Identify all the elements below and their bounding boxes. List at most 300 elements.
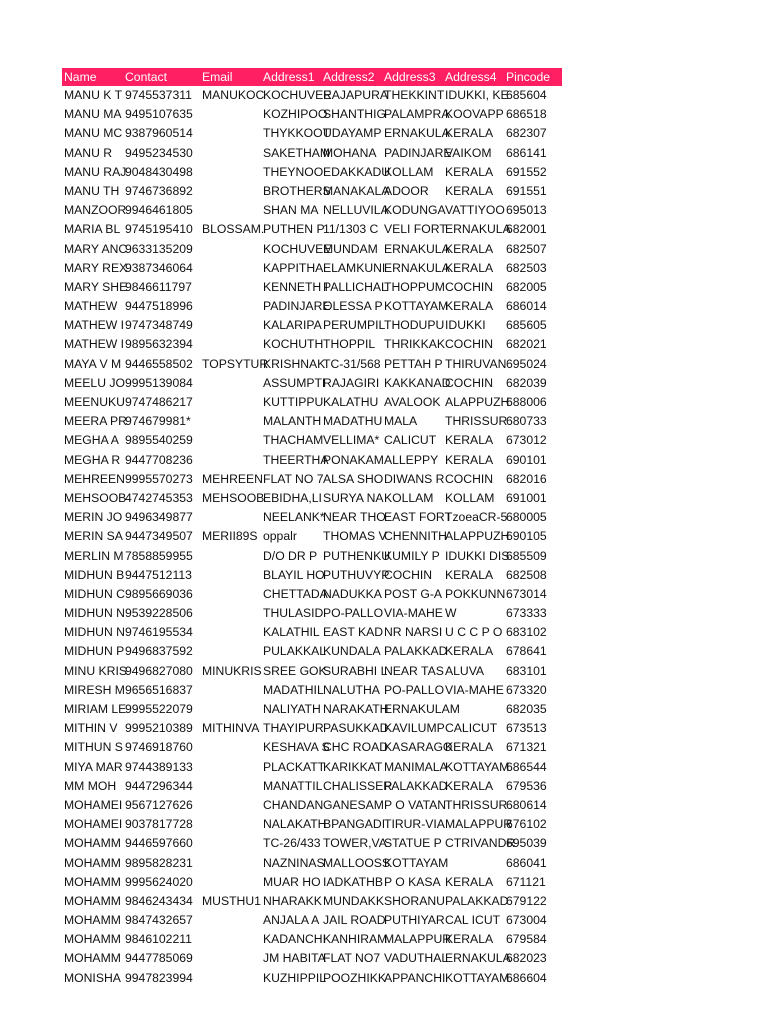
cell-address1[interactable]: KOCHUVEE <box>263 241 332 256</box>
cell-address3[interactable]: PALAMPRA <box>384 107 450 122</box>
cell-address3[interactable]: ALLEPPY <box>384 452 439 467</box>
cell-address3[interactable]: ADOOR <box>384 183 429 198</box>
cell-contact[interactable]: 9995210389 <box>125 721 193 736</box>
cell-address4[interactable]: THIRUVAN <box>445 356 507 371</box>
cell-name[interactable]: MIRESH M <box>64 682 125 697</box>
cell-address2[interactable]: MADATHU <box>323 414 383 429</box>
cell-address4[interactable]: KERALA <box>445 241 494 256</box>
cell-contact[interactable]: 9746195534 <box>125 625 193 640</box>
cell-address1[interactable]: THYKKOOT <box>263 126 331 141</box>
cell-address1[interactable]: JM HABITA <box>263 951 326 966</box>
cell-address2[interactable]: MUNDAKK <box>323 893 384 908</box>
cell-address1[interactable]: MANATTIL <box>263 778 323 793</box>
cell-address4[interactable]: VIA-MAHE <box>445 682 504 697</box>
cell-name[interactable]: MONISHA <box>64 970 121 985</box>
cell-address2[interactable]: EDAKKADU <box>323 164 391 179</box>
cell-address1[interactable]: KOZHIPOO <box>263 107 328 122</box>
cell-address4[interactable]: VATTIYOO <box>445 203 505 218</box>
cell-name[interactable]: MOHAMM <box>64 874 121 889</box>
cell-address3[interactable]: NEAR TAS <box>384 663 444 678</box>
cell-pincode[interactable]: 679122 <box>506 893 547 908</box>
header-address4[interactable]: Address4 <box>445 70 497 84</box>
cell-pincode[interactable]: 682016 <box>506 471 547 486</box>
cell-address2[interactable]: RAJAGIRI <box>323 375 380 390</box>
cell-address3[interactable]: PUTHIYAR <box>384 913 445 928</box>
cell-contact[interactable]: 9895540259 <box>125 433 193 448</box>
cell-email[interactable]: MEHSOOB <box>202 490 265 505</box>
cell-contact[interactable]: 9387346064 <box>125 260 193 275</box>
cell-contact[interactable]: 9496837592 <box>125 644 193 659</box>
cell-address4[interactable]: THRISSUR <box>445 797 508 812</box>
cell-address1[interactable]: BLAYIL HO <box>263 567 325 582</box>
cell-contact[interactable]: 9995522079 <box>125 702 193 716</box>
cell-contact[interactable]: 9895669036 <box>125 586 193 601</box>
cell-contact[interactable]: 9846102211 <box>125 932 192 947</box>
cell-address2[interactable]: MOHANA <box>323 145 377 160</box>
cell-pincode[interactable]: 673014 <box>506 586 547 601</box>
cell-name[interactable]: MARY SHE <box>64 279 128 294</box>
cell-address3[interactable]: ERNAKULA <box>384 260 450 275</box>
cell-address4[interactable]: KERALA <box>445 299 494 314</box>
cell-address3[interactable]: PO-PALLO <box>384 682 445 697</box>
cell-address2[interactable]: MANAKALA <box>323 183 390 198</box>
cell-pincode[interactable]: 688006 <box>506 395 547 409</box>
cell-address1[interactable]: MADATHIL <box>263 682 324 697</box>
cell-address4[interactable]: KERALA <box>445 452 494 467</box>
cell-address3[interactable]: STATUE P <box>384 836 442 851</box>
cell-address4[interactable]: IDUKKI DIS <box>445 548 510 563</box>
cell-pincode[interactable]: 695024 <box>506 356 547 371</box>
header-address3[interactable]: Address3 <box>384 70 436 84</box>
cell-name[interactable]: MARIA BL <box>64 222 121 237</box>
cell-name[interactable]: MEHREEN <box>64 471 125 486</box>
cell-address2[interactable]: SURABHI L <box>323 663 388 678</box>
cell-name[interactable]: MAYA V M <box>64 356 122 371</box>
cell-address2[interactable]: UDAYAMP <box>323 126 382 141</box>
cell-pincode[interactable]: 691552 <box>506 164 547 179</box>
cell-contact[interactable]: 9495234530 <box>125 145 193 160</box>
cell-address4[interactable]: KOTTAYAM <box>445 759 510 774</box>
cell-address1[interactable]: FLAT NO 7 <box>263 471 324 486</box>
cell-name[interactable]: MEENUKU <box>64 395 125 409</box>
cell-address1[interactable]: TC-26/433 <box>263 836 321 851</box>
cell-address3[interactable]: CALICUT <box>384 433 437 448</box>
cell-pincode[interactable]: 673004 <box>506 913 547 928</box>
cell-address4[interactable]: KERALA <box>445 567 494 582</box>
cell-pincode[interactable]: 682001 <box>506 222 547 237</box>
cell-contact[interactable]: 9048430498 <box>125 164 193 179</box>
cell-address1[interactable]: SAKETHAM <box>263 145 331 160</box>
cell-name[interactable]: MERIN SA <box>64 529 123 544</box>
cell-pincode[interactable]: 673333 <box>506 606 547 621</box>
cell-address2[interactable]: KARIKKAT <box>323 759 383 774</box>
cell-pincode[interactable]: 686604 <box>506 970 547 985</box>
cell-address3[interactable]: MANIMALA <box>384 759 448 774</box>
cell-name[interactable]: MATHEW <box>64 299 118 314</box>
cell-address2[interactable]: PALLICHAL <box>323 279 388 294</box>
cell-name[interactable]: MATHEW I <box>64 318 125 333</box>
cell-address3[interactable]: THRIKKAK <box>384 337 445 352</box>
cell-address2[interactable]: PO-PALLO <box>323 606 384 621</box>
header-address2[interactable]: Address2 <box>323 70 375 84</box>
cell-name[interactable]: MANU MC <box>64 126 123 141</box>
cell-pincode[interactable]: 695039 <box>506 836 547 851</box>
cell-address2[interactable]: RAJAPURA <box>323 88 389 102</box>
cell-address1[interactable]: KUTTIPPU <box>263 395 324 409</box>
cell-address1[interactable]: MUAR HO <box>263 874 321 889</box>
cell-address2[interactable]: KALATHU <box>323 395 379 409</box>
cell-name[interactable]: MIDHUN B <box>64 567 125 582</box>
cell-address4[interactable]: COCHIN <box>445 337 494 352</box>
cell-contact[interactable]: 4742745353 <box>125 490 193 505</box>
cell-address2[interactable]: NELLUVILA <box>323 203 389 218</box>
cell-pincode[interactable]: 682507 <box>506 241 547 256</box>
cell-pincode[interactable]: 682503 <box>506 260 547 275</box>
cell-name[interactable]: MEGHA R <box>64 452 121 467</box>
cell-address3[interactable]: MALA <box>384 414 418 429</box>
cell-name[interactable]: MOHAMEI <box>64 817 123 832</box>
cell-pincode[interactable]: 682021 <box>506 337 547 352</box>
cell-contact[interactable]: 9747486217 <box>125 395 193 409</box>
cell-pincode[interactable]: 686141 <box>506 145 547 160</box>
cell-name[interactable]: MOHAMM <box>64 913 121 928</box>
cell-contact[interactable]: 9656516837 <box>125 682 193 697</box>
cell-address3[interactable]: KAVILUMP <box>384 721 445 736</box>
cell-name[interactable]: MOHAMM <box>64 855 121 870</box>
cell-address2[interactable]: OLESSA P <box>323 299 383 314</box>
cell-address3[interactable]: THODUPU <box>384 318 445 333</box>
cell-address3[interactable]: ERNAKULAM <box>384 702 460 716</box>
cell-pincode[interactable]: 679536 <box>506 778 547 793</box>
cell-pincode[interactable]: 671121 <box>506 874 546 889</box>
cell-address4[interactable]: KOTTAYAM <box>445 970 510 985</box>
cell-contact[interactable]: 9895632394 <box>125 337 193 352</box>
cell-address1[interactable]: oppalr <box>263 529 297 544</box>
cell-pincode[interactable]: 683102 <box>506 625 547 640</box>
cell-pincode[interactable]: 691001 <box>506 490 547 505</box>
cell-address2[interactable]: BPANGADI <box>323 817 386 832</box>
cell-address4[interactable]: POKKUNN <box>445 586 506 601</box>
cell-address2[interactable]: MALLOOSS <box>323 855 391 870</box>
cell-address2[interactable]: PONAKAM <box>323 452 384 467</box>
cell-pincode[interactable]: 686544 <box>506 759 547 774</box>
cell-address3[interactable]: KASARAGO <box>384 740 453 755</box>
cell-address1[interactable]: ASSUMPTI <box>263 375 326 390</box>
cell-address1[interactable]: PLACKATT <box>263 759 326 774</box>
cell-pincode[interactable]: 690105 <box>506 529 547 544</box>
cell-contact[interactable]: 9633135209 <box>125 241 193 256</box>
cell-address3[interactable]: TIRUR-VIA <box>384 817 445 832</box>
cell-pincode[interactable]: 678641 <box>506 644 547 659</box>
cell-contact[interactable]: 9447708236 <box>125 452 193 467</box>
cell-pincode[interactable]: 682508 <box>506 567 547 582</box>
cell-address2[interactable]: PUTHUVYP <box>323 567 390 582</box>
cell-address1[interactable]: THAYIPUR <box>263 721 324 736</box>
cell-address2[interactable]: VELLIMA* <box>323 433 380 448</box>
cell-address4[interactable]: KOOVAPP <box>445 107 504 122</box>
cell-address2[interactable]: ELAMKUNI <box>323 260 386 275</box>
cell-name[interactable]: MOHAMM <box>64 836 121 851</box>
cell-address1[interactable]: CHETTADA <box>263 586 328 601</box>
cell-address3[interactable]: EAST FORT <box>384 510 452 525</box>
cell-name[interactable]: MEERA PR <box>64 414 127 429</box>
cell-name[interactable]: MINU KRIS <box>64 663 127 678</box>
cell-address3[interactable]: PETTAH P <box>384 356 443 371</box>
cell-contact[interactable]: 9747348749 <box>125 318 193 333</box>
cell-contact[interactable]: 9995624020 <box>125 874 193 889</box>
cell-address4[interactable]: KERALA <box>445 778 494 793</box>
cell-address4[interactable]: IDUKKI, KE <box>445 88 509 102</box>
cell-contact[interactable]: 9447785069 <box>125 951 193 966</box>
cell-address4[interactable]: U C C P O <box>445 625 503 640</box>
cell-address3[interactable]: ERNAKULA <box>384 241 450 256</box>
cell-address2[interactable]: POOZHIKK <box>323 970 386 985</box>
cell-pincode[interactable]: 683101 <box>506 663 547 678</box>
cell-address4[interactable]: KERALA <box>445 644 494 659</box>
cell-address1[interactable]: PULAKKAL <box>263 644 327 659</box>
cell-contact[interactable]: 9387960514 <box>125 126 193 141</box>
cell-address2[interactable]: NEAR THO <box>323 510 386 525</box>
cell-contact[interactable]: 9746736892 <box>125 183 193 198</box>
cell-address2[interactable]: NALUTHA <box>323 682 380 697</box>
header-contact[interactable]: Contact <box>125 70 168 84</box>
cell-name[interactable]: MIYA MAR <box>64 759 123 774</box>
cell-pincode[interactable]: 685605 <box>506 318 547 333</box>
cell-name[interactable]: MIRIAM LE <box>64 702 127 716</box>
cell-name[interactable]: MOHAMM <box>64 893 121 908</box>
cell-address2[interactable]: FLAT NO7 <box>323 951 381 966</box>
cell-address4[interactable]: CTRIVANDR <box>445 836 516 851</box>
cell-address1[interactable]: KUZHIPPIL <box>263 970 326 985</box>
cell-address1[interactable]: SHAN MA <box>263 203 319 218</box>
cell-name[interactable]: MEGHA A <box>64 433 119 448</box>
cell-address1[interactable]: KALATHIL <box>263 625 320 640</box>
cell-address1[interactable]: NEELANK* <box>263 510 325 525</box>
header-email[interactable]: Email <box>202 70 233 84</box>
cell-contact[interactable]: 9495107635 <box>125 107 193 122</box>
cell-address4[interactable]: ERNAKULA <box>445 951 511 966</box>
cell-address1[interactable]: ANJALA A <box>263 913 320 928</box>
cell-address1[interactable]: THEYNOO <box>263 164 324 179</box>
cell-pincode[interactable]: 686518 <box>506 107 547 122</box>
cell-email[interactable]: MINUKRIS <box>202 663 262 678</box>
cell-contact[interactable]: 7858859955 <box>125 548 193 563</box>
cell-address3[interactable]: P O KASA <box>384 874 441 889</box>
cell-address1[interactable]: KESHAVA S <box>263 740 330 755</box>
cell-address2[interactable]: SURYA NA <box>323 490 384 505</box>
cell-address1[interactable]: NHARAKK <box>263 893 322 908</box>
cell-address2[interactable]: NARAKATH <box>323 702 389 716</box>
cell-address4[interactable]: IDUKKI <box>445 318 486 333</box>
cell-name[interactable]: MANZOOR <box>64 203 127 218</box>
cell-address3[interactable]: AVALOOK <box>384 395 441 409</box>
cell-address4[interactable]: KERALA <box>445 874 494 889</box>
cell-address2[interactable]: PASUKKAD <box>323 721 389 736</box>
cell-address1[interactable]: D/O DR P <box>263 548 318 563</box>
cell-address3[interactable]: KOLLAM <box>384 164 434 179</box>
cell-pincode[interactable]: 673320 <box>506 682 547 697</box>
cell-address4[interactable]: KERALA <box>445 433 494 448</box>
cell-address4[interactable]: KERALA <box>445 164 494 179</box>
cell-address2[interactable]: THOMAS V <box>323 529 387 544</box>
cell-address4[interactable]: ALAPPUZH <box>445 395 510 409</box>
cell-address1[interactable]: SREE GOK <box>263 663 327 678</box>
cell-address1[interactable]: KOCHUVEE <box>263 88 332 102</box>
cell-address1[interactable]: BROTHERS <box>263 183 331 198</box>
cell-contact[interactable]: 9744389133 <box>125 759 193 774</box>
cell-address4[interactable]: THRISSUR <box>445 414 508 429</box>
cell-contact[interactable]: 9946461805 <box>125 203 193 218</box>
cell-address1[interactable]: THACHAM <box>263 433 324 448</box>
cell-contact[interactable]: 9447296344 <box>125 778 193 793</box>
cell-address3[interactable]: MALAPPUR <box>384 932 452 947</box>
cell-address2[interactable]: 11/1303 C <box>323 222 379 237</box>
cell-address3[interactable]: KOLLAM <box>384 490 434 505</box>
cell-address4[interactable]: KERALA <box>445 260 494 275</box>
cell-contact[interactable]: 9746918760 <box>125 740 193 755</box>
cell-address3[interactable]: KAKKANAD <box>384 375 451 390</box>
cell-contact[interactable]: 9447518996 <box>125 299 193 314</box>
cell-name[interactable]: MITHUN S <box>64 740 123 755</box>
header-address1[interactable]: Address1 <box>263 70 315 84</box>
cell-address3[interactable]: ERNAKULA <box>384 126 450 141</box>
cell-contact[interactable]: 974679981* <box>125 414 191 429</box>
cell-address3[interactable]: KOTTAYAM <box>384 855 449 870</box>
cell-address2[interactable]: ALSA SHO <box>323 471 384 486</box>
cell-pincode[interactable]: 682307 <box>506 126 547 141</box>
cell-address3[interactable]: DIWANS R <box>384 471 445 486</box>
cell-address1[interactable]: KRISHNAK <box>263 356 326 371</box>
cell-contact[interactable]: 9745195410 <box>125 222 193 237</box>
cell-address4[interactable]: VAIKOM <box>445 145 492 160</box>
cell-address3[interactable]: KOTTAYAM <box>384 299 449 314</box>
cell-name[interactable]: MIDHUN C <box>64 586 125 601</box>
cell-address3[interactable]: NR NARSI <box>384 625 443 640</box>
cell-address2[interactable]: TOWER,VA <box>323 836 387 851</box>
cell-address2[interactable]: KANHIRAM <box>323 932 388 947</box>
cell-pincode[interactable]: 671321 <box>506 740 547 755</box>
cell-name[interactable]: MITHIN V <box>64 721 118 736</box>
cell-address3[interactable]: VIA-MAHE <box>384 606 443 621</box>
cell-address2[interactable]: PERUMPIL <box>323 318 386 333</box>
cell-email[interactable]: MERII89S <box>202 529 258 544</box>
cell-address1[interactable]: KOCHUTH <box>263 337 324 352</box>
cell-address2[interactable]: THOPPIL <box>323 337 376 352</box>
cell-address2[interactable]: MUNDAM <box>323 241 378 256</box>
cell-address1[interactable]: PADINJARE <box>263 299 331 314</box>
cell-name[interactable]: MANU TH <box>64 183 120 198</box>
cell-name[interactable]: MARY REX <box>64 260 128 275</box>
cell-address4[interactable]: KOLLAM <box>445 490 495 505</box>
cell-address3[interactable]: VELI FORT <box>384 222 447 237</box>
cell-name[interactable]: MEELU JO <box>64 375 125 390</box>
cell-address3[interactable]: SHORANU <box>384 893 445 908</box>
cell-address2[interactable]: PUTHENKU <box>323 548 391 563</box>
cell-name[interactable]: MIDHUN N <box>64 606 125 621</box>
cell-address1[interactable]: PUTHEN P <box>263 222 325 237</box>
cell-pincode[interactable]: 680733 <box>506 414 547 429</box>
cell-address3[interactable]: POST G-A <box>384 586 443 601</box>
cell-address3[interactable]: PALAKKAD <box>384 644 448 659</box>
cell-contact[interactable]: 9539228506 <box>125 606 193 621</box>
cell-address2[interactable]: EAST KAD <box>323 625 384 640</box>
cell-address2[interactable]: KUNDALA <box>323 644 381 659</box>
cell-address2[interactable]: CHC ROAD <box>323 740 389 755</box>
cell-contact[interactable]: 9446558502 <box>125 356 193 371</box>
cell-pincode[interactable]: 686041 <box>506 855 547 870</box>
cell-pincode[interactable]: 685604 <box>506 88 547 102</box>
cell-address4[interactable]: W <box>445 606 457 621</box>
cell-pincode[interactable]: 690101 <box>506 452 547 467</box>
cell-address3[interactable]: P O VATAN <box>384 797 447 812</box>
cell-email[interactable]: MITHINVA <box>202 721 260 736</box>
cell-address4[interactable]: CAL ICUT <box>445 913 501 928</box>
cell-address2[interactable]: IADKATHB <box>323 874 384 889</box>
cell-contact[interactable]: 9947823994 <box>125 970 193 985</box>
cell-address3[interactable]: APPANCHI <box>384 970 446 985</box>
cell-contact[interactable]: 9846243434 <box>125 893 193 908</box>
cell-pincode[interactable]: 680614 <box>506 797 547 812</box>
cell-pincode[interactable]: 682005 <box>506 279 547 294</box>
cell-address4[interactable]: PALAKKAD <box>445 893 509 908</box>
cell-contact[interactable]: 9447512113 <box>125 567 192 582</box>
header-pincode[interactable]: Pincode <box>506 70 551 84</box>
cell-contact[interactable]: 9496827080 <box>125 663 193 678</box>
cell-contact[interactable]: 9847432657 <box>125 913 193 928</box>
cell-pincode[interactable]: 686014 <box>506 299 547 314</box>
header-name[interactable]: Name <box>64 70 97 84</box>
cell-address4[interactable]: COCHIN <box>445 471 494 486</box>
cell-address2[interactable]: JAIL ROAD <box>323 913 386 928</box>
cell-contact[interactable]: 9567127626 <box>125 797 193 812</box>
cell-address4[interactable]: ALAPPUZH <box>445 529 510 544</box>
cell-name[interactable]: MM MOH <box>64 778 117 793</box>
cell-email[interactable]: TOPSYTUR <box>202 356 269 371</box>
cell-address2[interactable]: TC-31/568 <box>323 356 381 371</box>
cell-address4[interactable]: KERALA <box>445 183 494 198</box>
cell-address1[interactable]: MALANTH <box>263 414 322 429</box>
cell-contact[interactable]: 9995139084 <box>125 375 193 390</box>
cell-name[interactable]: MERIN JO <box>64 510 123 525</box>
cell-address2[interactable]: SHANTHIG <box>323 107 386 122</box>
cell-address4[interactable]: MALAPPUR <box>445 817 513 832</box>
cell-address3[interactable]: KUMILY P <box>384 548 440 563</box>
cell-pincode[interactable]: 673012 <box>506 433 547 448</box>
cell-contact[interactable]: 9745537311 <box>125 88 192 102</box>
cell-address4[interactable]: TzoeaCR-5 <box>445 510 508 525</box>
cell-contact[interactable]: 9846611797 <box>125 279 192 294</box>
cell-address3[interactable]: PALAKKAD <box>384 778 448 793</box>
cell-address1[interactable]: NALIYATH <box>263 702 321 716</box>
cell-address1[interactable]: KENNETH I <box>263 279 329 294</box>
cell-email[interactable]: MANUKOC <box>202 88 265 102</box>
cell-name[interactable]: MIDHUN P <box>64 644 125 659</box>
cell-pincode[interactable]: 682023 <box>506 951 547 966</box>
cell-pincode[interactable]: 695013 <box>506 203 547 218</box>
cell-pincode[interactable]: 691551 <box>506 183 547 198</box>
cell-address3[interactable]: COCHIN <box>384 567 433 582</box>
cell-contact[interactable]: 9995570273 <box>125 471 193 486</box>
cell-email[interactable]: BLOSSAM. <box>202 222 265 237</box>
cell-address1[interactable]: NAZNINAS <box>263 855 325 870</box>
cell-address3[interactable]: VADUTHAL <box>384 951 449 966</box>
cell-email[interactable]: MUSTHU1 <box>202 893 261 908</box>
cell-address4[interactable]: KERALA <box>445 932 494 947</box>
cell-email[interactable]: MEHREEN <box>202 471 263 486</box>
cell-pincode[interactable]: 673513 <box>506 721 547 736</box>
cell-contact[interactable]: 9496349877 <box>125 510 193 525</box>
cell-pincode[interactable]: 676102 <box>506 817 547 832</box>
